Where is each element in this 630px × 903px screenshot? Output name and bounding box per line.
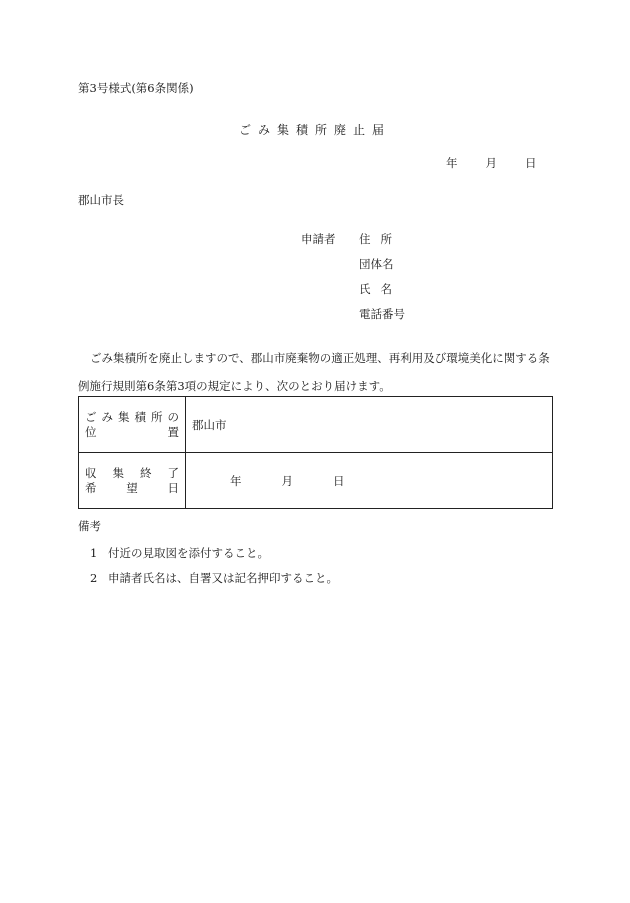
applicant-group-label: 団体名 — [359, 257, 394, 271]
note-item — [90, 545, 269, 561]
location-label-cell — [79, 397, 186, 453]
applicant-phone-label: 電話番号 — [359, 307, 405, 321]
date-year-label: 年 — [446, 156, 458, 170]
location-value-cell[interactable] — [186, 397, 553, 453]
location-label-line2: 位 置 — [85, 424, 179, 439]
end-date-label-line2: 希 望 日 — [85, 480, 179, 495]
note-text: 付近の見取図を添付すること。 — [108, 546, 269, 560]
end-date-year-label: 年 — [230, 473, 242, 488]
document-title: ごみ集積所廃止届 — [238, 123, 391, 137]
table-row-end-date — [79, 453, 553, 509]
location-value: 郡山市 — [192, 417, 227, 432]
location-label-line1: ご み 集 積 所 の — [85, 409, 179, 424]
note-item — [90, 570, 338, 586]
applicant-label: 申請者 — [301, 232, 336, 246]
form-number: 第3号様式(第6条関係) — [78, 81, 194, 95]
note-number: 2 — [90, 571, 98, 585]
body-paragraph: ごみ集積所を廃止しますので、郡山市廃棄物の適正処理、再利用及び環境美化に関する条例施行規則第6条第3項の規定により、次のとおり届けます。 — [78, 351, 550, 393]
end-date-label-cell — [79, 453, 186, 509]
addressee: 郡山市長 — [78, 193, 124, 207]
date-line — [446, 155, 537, 171]
table-row-location — [79, 397, 553, 453]
end-date-value-cell[interactable] — [186, 453, 553, 509]
applicant-address-label: 住所 — [359, 232, 392, 246]
info-table — [78, 396, 553, 509]
note-text: 申請者氏名は、自署又は記名押印すること。 — [108, 571, 338, 585]
end-date-label-line1: 収 集 終 了 — [85, 465, 179, 480]
note-number: 1 — [90, 546, 98, 560]
date-day-label: 日 — [525, 156, 537, 170]
date-month-label: 月 — [485, 156, 497, 170]
notes-title: 備考 — [78, 519, 101, 533]
applicant-name-label: 氏名 — [359, 282, 392, 296]
end-date-month-label: 月 — [281, 473, 293, 488]
end-date-day-label: 日 — [333, 473, 345, 488]
